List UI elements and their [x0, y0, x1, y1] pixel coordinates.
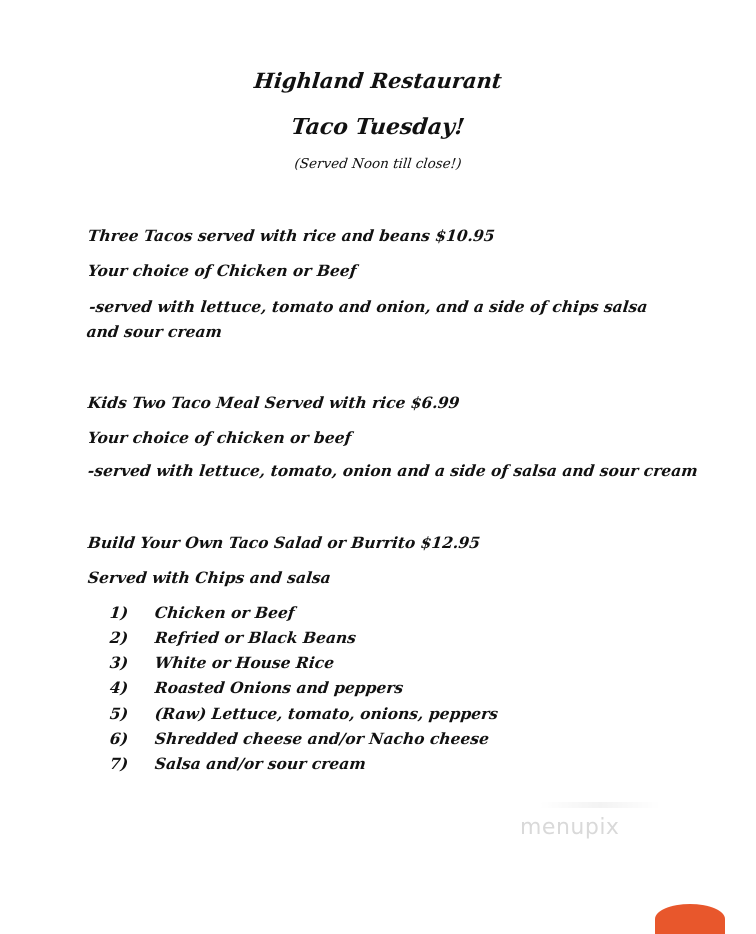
list-item: Refried or Black Beans [154, 628, 358, 647]
menupix-watermark: menupix [520, 815, 620, 840]
section-3-title: Build Your Own Taco Salad or Burrito $12.95 [87, 533, 482, 552]
list-item-number: 1) [109, 603, 130, 622]
list-item: White or House Rice [154, 653, 336, 672]
serving-hours: (Served Noon till close!) [293, 156, 463, 172]
section-1-title: Three Tacos served with rice and beans $10.95 [87, 226, 496, 245]
list-item-number: 2) [109, 628, 130, 647]
watermark-bar [540, 802, 660, 808]
list-item-number: 7) [109, 754, 130, 773]
section-3-choice: Served with Chips and salsa [87, 568, 332, 587]
list-item-number: 5) [109, 704, 130, 723]
list-item: Salsa and/or sour cream [154, 754, 367, 773]
restaurant-name: Highland Restaurant [252, 68, 504, 93]
section-2-details: -served with lettuce, tomato, onion and a side of salsa and sour cream [87, 461, 699, 480]
section-1-details: -served with lettuce, tomato and onion, and a side of chips salsa and sour cream [85, 297, 649, 341]
list-item-number: 6) [109, 729, 130, 748]
section-1-choice: Your choice of Chicken or Beef [87, 261, 358, 280]
list-item: (Raw) Lettuce, tomato, onions, peppers [154, 704, 500, 723]
list-item: Shredded cheese and/or Nacho cheese [154, 729, 491, 748]
list-item: Roasted Onions and peppers [154, 678, 405, 697]
list-item-number: 3) [109, 653, 130, 672]
special-title: Taco Tuesday! [290, 114, 466, 140]
list-item: Chicken or Beef [154, 603, 296, 622]
section-2-title: Kids Two Taco Meal Served with rice $6.99 [87, 393, 461, 412]
section-2-choice: Your choice of chicken or beef [87, 428, 353, 447]
corner-decoration [655, 904, 725, 934]
list-item-number: 4) [109, 678, 130, 697]
